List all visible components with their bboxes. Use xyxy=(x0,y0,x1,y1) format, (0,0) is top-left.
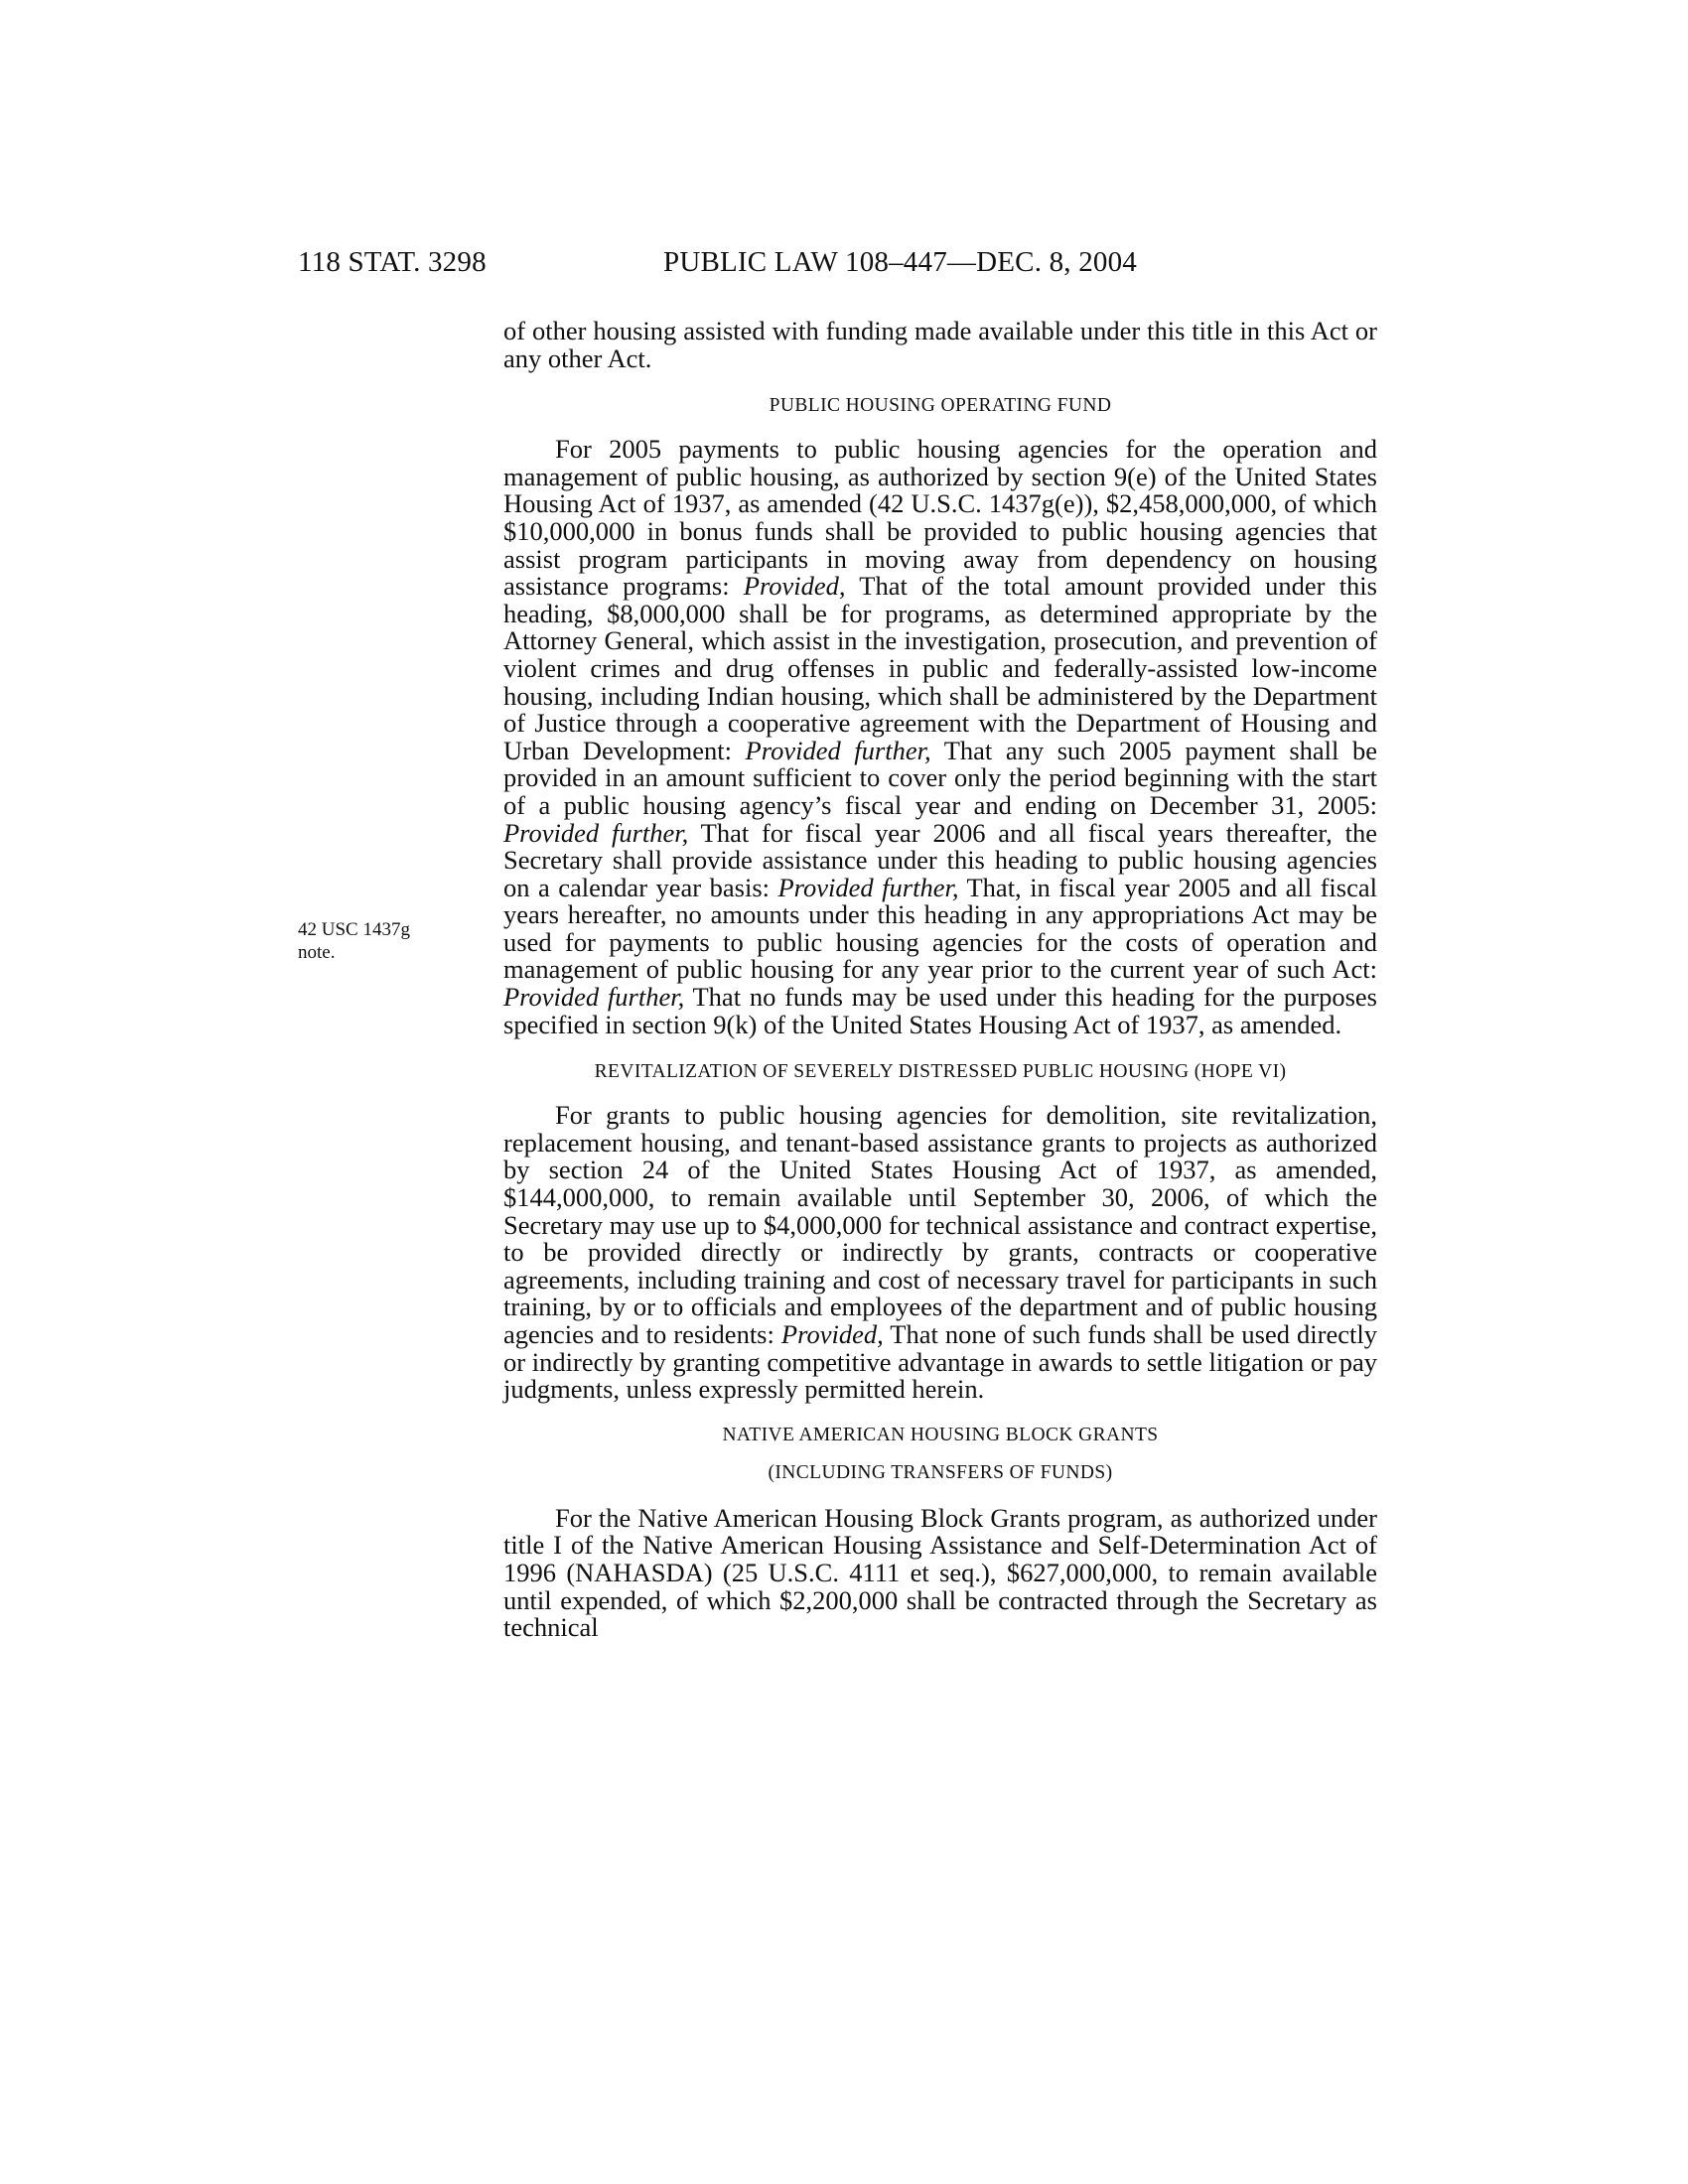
proviso-italic: Provided further, xyxy=(503,817,689,848)
running-head xyxy=(298,246,1390,286)
statute-page-number: 118 STAT. 3298 xyxy=(298,246,487,278)
proviso-italic: Provided further, xyxy=(503,982,685,1013)
public-law-citation: PUBLIC LAW 108–447—DEC. 8, 2004 xyxy=(663,246,1138,278)
continued-paragraph: of other housing assisted with funding made available under this title in this Act or any other Act. xyxy=(503,316,1377,373)
text-run: That, in fiscal year 2005 and all fiscal years hereafter, no amounts under this heading in any appropriations Act may be used for payments to public housing agencies for the costs of operation and management of public housing for any year prior to the current year of such Act: xyxy=(503,872,1377,985)
text-run: That no funds may be used under this heading for the purposes specified in section 9(k) of the United States Housing Act of 1937, as amended. xyxy=(503,982,1377,1039)
body-text xyxy=(503,318,1377,1642)
paragraph-operating-fund xyxy=(503,436,1377,1038)
text-run: That any such 2005 payment shall be provided in an amount sufficient to cover only the period beginning with the start of a public housing agency’s fiscal year and ending on December 31, 2005: xyxy=(503,735,1377,820)
proviso-italic: Provided, xyxy=(780,1319,884,1349)
margin-note-citation: 42 USC 1437g xyxy=(298,919,410,940)
proviso-italic: Provided, xyxy=(743,571,846,602)
section-subheading-transfers: (INCLUDING TRANSFERS OF FUNDS) xyxy=(768,1461,1113,1483)
section-heading-native-american: NATIVE AMERICAN HOUSING BLOCK GRANTS xyxy=(722,1424,1159,1445)
margin-note xyxy=(298,918,467,964)
paragraph-hope-vi xyxy=(503,1102,1377,1404)
text-run: That of the total amount provided under this heading, $8,000,000 shall be for programs, as determined appropriate by the Attorney General, which assist in the investigation, prosecution, and prevention of violent crimes and drug offenses in public and federally-assisted low-income housing, including Indian housing, which shall be administered by the Department of Justice through a cooperative agreement with the Department of Housing and Urban Development: xyxy=(503,571,1377,765)
proviso-italic: Provided further, xyxy=(745,735,931,765)
text-run: For 2005 payments to public housing agencies for the operation and management of public housing, as authorized by section 9(e) of the United States Housing Act of 1937, as amended (42 U.S.C. 1437g(e)), $2,458,000,000, of which $10,000,000 in bonus funds shall be provided to public housing agencies that assist program participants in moving away from dependency on housing assistance programs: xyxy=(503,434,1377,602)
section-heading-operating-fund: PUBLIC HOUSING OPERATING FUND xyxy=(769,395,1112,417)
text-run: That for fiscal year 2006 and all fiscal years thereafter, the Secretary shall provide assistance under this heading to public housing agencies on a calendar year basis: xyxy=(503,817,1377,902)
text-run: For grants to public housing agencies for demolition, site revitalization, replacement housing, and tenant-based assistance grants to projects as authorized by section 24 of the United States Housing Act of 1937, as amended, $144,000,000, to remain available until September 30, 2006, of which the Secretary may use up to $4,000,000 for technical assistance and contract expertise, to be provided directly or indirectly by grants, contracts or cooperative agreements, including training and cost of necessary travel for participants in such training, by or to officials and employees of the department and of public housing agencies and to residents: xyxy=(503,1100,1377,1349)
margin-note-label: note. xyxy=(298,942,336,963)
text-run: That none of such funds shall be used directly or indirectly by granting competitive advantage in awards to settle litigation or pay judgments, unless expressly permitted herein. xyxy=(503,1319,1377,1405)
section-heading-hope-vi: REVITALIZATION OF SEVERELY DISTRESSED PUBLIC HOUSING (HOPE VI) xyxy=(594,1061,1287,1083)
paragraph-native-american: For the Native American Housing Block Grants program, as authorized under title I of the Native American Housing Assistance and Self-Determination Act of 1996 (NAHASDA) (25 U.S.C. 4111 et seq.), $627,000,000, to remain available until expended, of which $2,200,000 shall be contracted through the Secretary as technical xyxy=(503,1502,1377,1643)
proviso-italic: Provided further, xyxy=(777,872,959,902)
